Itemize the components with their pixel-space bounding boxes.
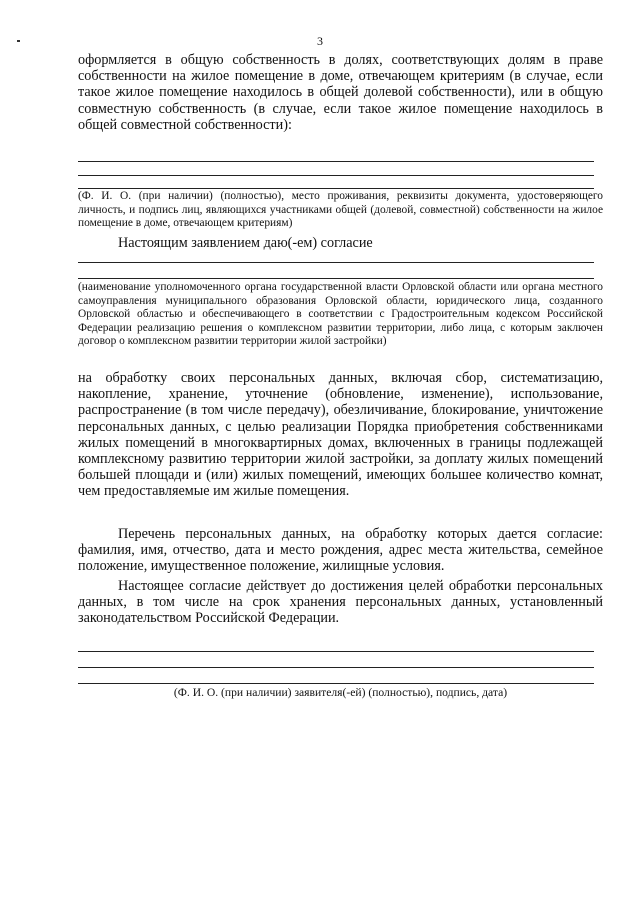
intro-paragraph: оформляется в общую собственность в долях, соответствующих долям в праве собственности на жилое помещение в доме, отвечающем критериям (в случае, если такое жилое помещение находилось в общей долевой собственности), или в общую совместную собственность (в случае, если такое жилое помещение находилось в общей совместной собственности): (78, 52, 603, 133)
fill-line-2 (78, 175, 594, 176)
fill-line-4 (78, 262, 594, 263)
authority-caption: (наименование уполномоченного органа государственной власти Орловской области или органа местного самоуправления муниципального образования Орловской области, юридического лица, созданного Орловской областью и обеспечивающего в соответствии с Градостроительным кодексом Российской Федерации реализацию решения о комплексном развитии территории, либо лица, с которым заключен договор о комплексном развитии территории жилой застройки) (78, 281, 603, 348)
signature-line-3 (78, 683, 594, 684)
signature-line-1 (78, 651, 594, 652)
fill-line-3 (78, 188, 594, 189)
signature-caption: (Ф. И. О. (при наличии) заявителя(-ей) (полностью), подпись, дата) (173, 686, 508, 699)
data-list-paragraph: Перечень персональных данных, на обработку которых дается согласие: фамилия, имя, отчество, дата и место рождения, адрес места жительства, семейное положение, имущественное положение, жилищные условия. (78, 526, 603, 575)
fill-line-1 (78, 161, 594, 162)
page-number: 3 (317, 34, 323, 48)
participants-caption: (Ф. И. О. (при наличии) (полностью), место проживания, реквизиты документа, удостоверяющего личность, и подпись лиц, являющихся участниками общей (долевой, совместной) собственности на жилое помещение в доме, отвечающем критериям) (78, 190, 603, 230)
validity-paragraph: Настоящее согласие действует до достижения целей обработки персональных данных, в том числе на срок хранения персональных данных, установленный законодательством Российской Федерации. (78, 578, 603, 627)
signature-line-2 (78, 667, 594, 668)
processing-paragraph: на обработку своих персональных данных, включая сбор, систематизацию, накопление, хранение, уточнение (обновление, изменение), использование, распространение (в том числе передачу), обезличивание, блокирование, уничтожение персональных данных, с целью реализации Порядка приобретения собственниками жилых помещений в многоквартирных домах, включенных в границы подлежащей комплексному развитию территории жилой застройки, за доплату жилых помещений большей площади и (или) жилых помещений, имеющих большее количество комнат, чем предоставляемые им жилые помещения. (78, 370, 603, 500)
fill-line-5 (78, 278, 594, 279)
consent-intro: Настоящим заявлением даю(-ем) согласие (118, 235, 373, 251)
